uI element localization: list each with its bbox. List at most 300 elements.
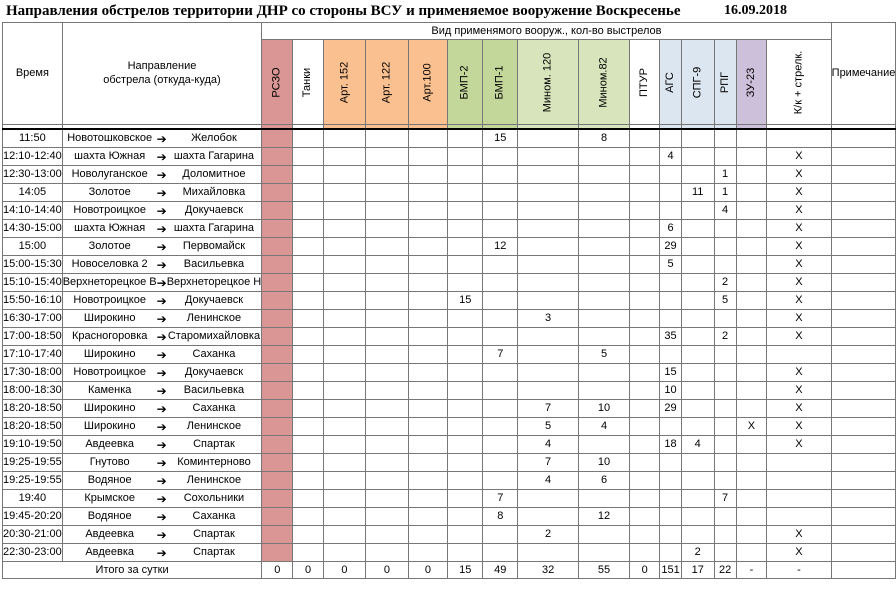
- value-cell: [262, 544, 293, 562]
- weapon-header-label: Арт. 152: [337, 61, 350, 103]
- value-cell: 7: [483, 346, 518, 364]
- value-cell: Х: [767, 364, 832, 382]
- arrow-icon: ➔: [156, 257, 167, 272]
- value-cell: [323, 418, 366, 436]
- value-cell: [323, 364, 366, 382]
- weapon-header: [293, 40, 323, 125]
- value-cell: 29: [660, 238, 682, 256]
- table-row: [3, 129, 896, 148]
- weapon-header-label: РПГ: [718, 71, 731, 93]
- table-row: [3, 310, 896, 328]
- value-cell: [660, 472, 682, 490]
- value-cell: [293, 436, 323, 454]
- value-cell: [323, 472, 366, 490]
- time-cell: 19:10-19:50: [3, 436, 63, 454]
- to-cell: Коминтерново: [167, 454, 262, 472]
- value-cell: [518, 346, 579, 364]
- time-cell: 19:40: [3, 490, 63, 508]
- value-cell: [408, 508, 447, 526]
- value-cell: [293, 129, 323, 148]
- value-cell: [681, 526, 714, 544]
- value-cell: [681, 202, 714, 220]
- value-cell: 15: [448, 292, 483, 310]
- weapon-header-label: БМП-1: [493, 64, 506, 100]
- to-cell: Первомайск: [167, 238, 262, 256]
- value-cell: [366, 292, 409, 310]
- value-cell: [483, 184, 518, 202]
- weapon-header: [630, 40, 660, 125]
- value-cell: [630, 544, 660, 562]
- note-cell: [831, 364, 896, 382]
- value-cell: [518, 129, 579, 148]
- value-cell: [630, 472, 660, 490]
- arrow-icon: ➔: [156, 509, 167, 524]
- value-cell: [293, 202, 323, 220]
- from-cell: Красногоровка: [62, 328, 156, 346]
- value-cell: [518, 238, 579, 256]
- value-cell: [408, 400, 447, 418]
- value-cell: [366, 166, 409, 184]
- value-cell: [483, 418, 518, 436]
- table-row: [3, 490, 896, 508]
- value-cell: [262, 400, 293, 418]
- arrow-icon: ➔: [156, 203, 167, 218]
- value-cell: [293, 310, 323, 328]
- from-cell: Новотроицкое: [62, 364, 156, 382]
- value-cell: [483, 256, 518, 274]
- value-cell: [408, 328, 447, 346]
- value-cell: [323, 166, 366, 184]
- from-cell: Новотроицкое: [62, 202, 156, 220]
- time-cell: 14:30-15:00: [3, 220, 63, 238]
- value-cell: [630, 364, 660, 382]
- value-cell: [293, 400, 323, 418]
- value-cell: [483, 202, 518, 220]
- value-cell: [366, 472, 409, 490]
- to-cell: Саханка: [167, 400, 262, 418]
- total-cell: 17: [681, 562, 714, 579]
- value-cell: [630, 220, 660, 238]
- title-bar: [0, 0, 800, 22]
- value-cell: [630, 274, 660, 292]
- value-cell: [293, 346, 323, 364]
- value-cell: [262, 436, 293, 454]
- value-cell: [448, 328, 483, 346]
- value-cell: 4: [578, 418, 629, 436]
- value-cell: [448, 382, 483, 400]
- value-cell: [736, 292, 766, 310]
- value-cell: [578, 310, 629, 328]
- note-cell: [831, 418, 896, 436]
- value-cell: [681, 364, 714, 382]
- value-cell: [323, 436, 366, 454]
- value-cell: [293, 220, 323, 238]
- value-cell: [262, 274, 293, 292]
- value-cell: [736, 382, 766, 400]
- value-cell: [578, 544, 629, 562]
- to-cell: Доломитное: [167, 166, 262, 184]
- value-cell: Х: [767, 544, 832, 562]
- weapon-header: [578, 40, 629, 125]
- table-row: [3, 292, 896, 310]
- value-cell: 5: [714, 292, 736, 310]
- value-cell: 10: [578, 400, 629, 418]
- value-cell: [681, 274, 714, 292]
- value-cell: [714, 382, 736, 400]
- weapon-header-label: ПТУР: [638, 67, 651, 97]
- value-cell: [323, 490, 366, 508]
- value-cell: Х: [767, 310, 832, 328]
- value-cell: [714, 508, 736, 526]
- value-cell: 6: [578, 472, 629, 490]
- value-cell: [408, 292, 447, 310]
- direction-header-line1: Направление: [127, 59, 197, 72]
- value-cell: [408, 274, 447, 292]
- arrow-icon: ➔: [156, 221, 167, 236]
- from-cell: Верхнеторецкое В: [62, 274, 156, 292]
- value-cell: [262, 256, 293, 274]
- value-cell: [736, 508, 766, 526]
- value-cell: [736, 454, 766, 472]
- weapon-header: [323, 40, 366, 125]
- note-cell: [831, 310, 896, 328]
- value-cell: [448, 346, 483, 364]
- value-cell: [448, 436, 483, 454]
- value-cell: [630, 310, 660, 328]
- value-cell: [483, 166, 518, 184]
- time-cell: 22:30-23:00: [3, 544, 63, 562]
- value-cell: [293, 544, 323, 562]
- value-cell: [660, 526, 682, 544]
- value-cell: Х: [736, 418, 766, 436]
- note-cell: [831, 166, 896, 184]
- value-cell: [630, 129, 660, 148]
- value-cell: [714, 364, 736, 382]
- to-cell: Михайловка: [167, 184, 262, 202]
- value-cell: 4: [518, 472, 579, 490]
- from-cell: Широкино: [62, 418, 156, 436]
- note-cell: [831, 129, 896, 148]
- total-cell: 0: [323, 562, 366, 579]
- total-cell: 0: [262, 562, 293, 579]
- value-cell: [518, 490, 579, 508]
- time-header: Время: [3, 23, 63, 125]
- value-cell: 5: [518, 418, 579, 436]
- value-cell: [578, 490, 629, 508]
- time-cell: 14:05: [3, 184, 63, 202]
- arrow-icon: ➔: [156, 419, 167, 434]
- value-cell: [681, 220, 714, 238]
- value-cell: [448, 256, 483, 274]
- value-cell: [681, 310, 714, 328]
- note-cell: [831, 292, 896, 310]
- value-cell: [578, 364, 629, 382]
- value-cell: [518, 274, 579, 292]
- value-cell: [736, 148, 766, 166]
- value-cell: Х: [767, 400, 832, 418]
- weapon-header-label: К/к + стрелк.: [792, 50, 805, 114]
- weapon-header: [518, 40, 579, 125]
- value-cell: [408, 436, 447, 454]
- value-cell: Х: [767, 526, 832, 544]
- value-cell: [323, 238, 366, 256]
- value-cell: [262, 472, 293, 490]
- value-cell: [660, 166, 682, 184]
- from-cell: Каменка: [62, 382, 156, 400]
- value-cell: [262, 238, 293, 256]
- value-cell: [714, 472, 736, 490]
- value-cell: [630, 400, 660, 418]
- time-cell: 18:00-18:30: [3, 382, 63, 400]
- note-cell: [831, 382, 896, 400]
- note-cell: [831, 238, 896, 256]
- value-cell: 29: [660, 400, 682, 418]
- table-row: [3, 436, 896, 454]
- note-header: Примечание: [831, 23, 896, 125]
- table-row: [3, 346, 896, 364]
- total-cell: 55: [578, 562, 629, 579]
- value-cell: [448, 184, 483, 202]
- value-cell: [714, 526, 736, 544]
- value-cell: [323, 346, 366, 364]
- time-cell: 15:00-15:30: [3, 256, 63, 274]
- value-cell: 4: [714, 202, 736, 220]
- total-cell: -: [736, 562, 766, 579]
- arrow-icon: ➔: [156, 167, 167, 182]
- note-cell: [831, 400, 896, 418]
- weapon-header: [736, 40, 766, 125]
- value-cell: [714, 148, 736, 166]
- value-cell: [681, 292, 714, 310]
- value-cell: [736, 544, 766, 562]
- time-cell: 15:00: [3, 238, 63, 256]
- value-cell: Х: [767, 292, 832, 310]
- value-cell: 1: [714, 166, 736, 184]
- to-cell: Докучаевск: [167, 364, 262, 382]
- value-cell: [681, 400, 714, 418]
- value-cell: [681, 508, 714, 526]
- value-cell: Х: [767, 436, 832, 454]
- value-cell: 35: [660, 328, 682, 346]
- value-cell: [448, 508, 483, 526]
- value-cell: [323, 544, 366, 562]
- value-cell: [681, 256, 714, 274]
- value-cell: 7: [518, 454, 579, 472]
- value-cell: 10: [660, 382, 682, 400]
- value-cell: 4: [518, 436, 579, 454]
- time-cell: 17:10-17:40: [3, 346, 63, 364]
- value-cell: 4: [681, 436, 714, 454]
- value-cell: [681, 454, 714, 472]
- value-cell: 8: [578, 129, 629, 148]
- value-cell: 2: [681, 544, 714, 562]
- value-cell: [293, 274, 323, 292]
- value-cell: [660, 274, 682, 292]
- time-cell: 18:20-18:50: [3, 400, 63, 418]
- value-cell: [262, 220, 293, 238]
- from-cell: Водяное: [62, 508, 156, 526]
- value-cell: [736, 256, 766, 274]
- time-cell: 11:50: [3, 129, 63, 148]
- value-cell: [714, 129, 736, 148]
- value-cell: [483, 526, 518, 544]
- value-cell: [736, 274, 766, 292]
- value-cell: [736, 202, 766, 220]
- to-cell: шахта Гагарина: [167, 220, 262, 238]
- to-cell: Спартак: [167, 544, 262, 562]
- value-cell: 2: [518, 526, 579, 544]
- value-cell: [408, 346, 447, 364]
- value-cell: [681, 129, 714, 148]
- from-cell: Авдеевка: [62, 526, 156, 544]
- to-cell: Желобок: [167, 129, 262, 148]
- value-cell: [323, 184, 366, 202]
- value-cell: [408, 129, 447, 148]
- value-cell: [408, 148, 447, 166]
- weapon-header-label: Танки: [301, 67, 314, 97]
- value-cell: [323, 454, 366, 472]
- value-cell: 12: [578, 508, 629, 526]
- value-cell: [366, 202, 409, 220]
- value-cell: Х: [767, 202, 832, 220]
- arrow-icon: ➔: [156, 149, 167, 164]
- value-cell: [660, 544, 682, 562]
- value-cell: 6: [660, 220, 682, 238]
- value-cell: [408, 382, 447, 400]
- arrow-icon: ➔: [156, 527, 167, 542]
- value-cell: [323, 202, 366, 220]
- value-cell: [714, 256, 736, 274]
- from-cell: Авдеевка: [62, 436, 156, 454]
- note-cell: [831, 202, 896, 220]
- value-cell: [323, 129, 366, 148]
- value-cell: [630, 454, 660, 472]
- arrow-icon: ➔: [156, 455, 167, 470]
- to-cell: Спартак: [167, 436, 262, 454]
- value-cell: [630, 418, 660, 436]
- value-cell: 5: [578, 346, 629, 364]
- arrow-icon: ➔: [156, 365, 167, 380]
- value-cell: [262, 148, 293, 166]
- value-cell: [408, 166, 447, 184]
- value-cell: [660, 508, 682, 526]
- total-cell: 22: [714, 562, 736, 579]
- value-cell: [578, 436, 629, 454]
- value-cell: [262, 454, 293, 472]
- value-cell: [366, 310, 409, 328]
- to-cell: шахта Гагарина: [167, 148, 262, 166]
- value-cell: [323, 382, 366, 400]
- value-cell: [630, 292, 660, 310]
- weapon-header: [714, 40, 736, 125]
- table-row: [3, 382, 896, 400]
- table-row: [3, 508, 896, 526]
- value-cell: [518, 328, 579, 346]
- value-cell: [578, 274, 629, 292]
- value-cell: 10: [578, 454, 629, 472]
- arrow-icon: ➔: [156, 437, 167, 452]
- value-cell: [736, 166, 766, 184]
- value-cell: [681, 346, 714, 364]
- totals-label: Итого за сутки: [3, 562, 262, 579]
- to-cell: Сохольники: [167, 490, 262, 508]
- value-cell: [767, 454, 832, 472]
- value-cell: [408, 544, 447, 562]
- header-row: [3, 23, 896, 40]
- table-row: [3, 364, 896, 382]
- value-cell: [518, 166, 579, 184]
- value-cell: [408, 472, 447, 490]
- value-cell: 3: [518, 310, 579, 328]
- value-cell: [366, 274, 409, 292]
- from-cell: Широкино: [62, 346, 156, 364]
- value-cell: [448, 310, 483, 328]
- note-cell: [831, 148, 896, 166]
- value-cell: [408, 256, 447, 274]
- value-cell: [366, 382, 409, 400]
- value-cell: [448, 166, 483, 184]
- time-cell: 17:30-18:00: [3, 364, 63, 382]
- table-row: [3, 472, 896, 490]
- value-cell: 2: [714, 274, 736, 292]
- table-row: [3, 148, 896, 166]
- value-cell: [323, 526, 366, 544]
- arrow-icon: ➔: [156, 329, 167, 344]
- weapon-header-label: Мином.82: [597, 56, 610, 108]
- from-cell: Гнутово: [62, 454, 156, 472]
- value-cell: [408, 526, 447, 544]
- value-cell: [448, 148, 483, 166]
- value-cell: [408, 202, 447, 220]
- value-cell: 4: [660, 148, 682, 166]
- value-cell: [262, 508, 293, 526]
- value-cell: [714, 238, 736, 256]
- value-cell: [736, 238, 766, 256]
- weapon-header: [262, 40, 293, 125]
- time-cell: 17:00-18:50: [3, 328, 63, 346]
- value-cell: 7: [518, 400, 579, 418]
- value-cell: [578, 166, 629, 184]
- value-cell: [408, 454, 447, 472]
- value-cell: [323, 310, 366, 328]
- value-cell: [448, 418, 483, 436]
- value-cell: [262, 129, 293, 148]
- weapon-header-label: Мином. 120: [541, 52, 554, 112]
- table-row: [3, 202, 896, 220]
- value-cell: [714, 310, 736, 328]
- from-cell: Водяное: [62, 472, 156, 490]
- value-cell: [366, 346, 409, 364]
- value-cell: [262, 310, 293, 328]
- value-cell: [293, 364, 323, 382]
- value-cell: [578, 184, 629, 202]
- value-cell: [408, 364, 447, 382]
- value-cell: [293, 454, 323, 472]
- value-cell: [630, 256, 660, 274]
- value-cell: 15: [483, 129, 518, 148]
- value-cell: [293, 184, 323, 202]
- value-cell: Х: [767, 166, 832, 184]
- value-cell: [660, 202, 682, 220]
- table-row: [3, 238, 896, 256]
- note-cell: [831, 526, 896, 544]
- value-cell: [323, 400, 366, 418]
- value-cell: [293, 238, 323, 256]
- value-cell: [323, 256, 366, 274]
- value-cell: [736, 220, 766, 238]
- value-cell: [660, 310, 682, 328]
- value-cell: Х: [767, 274, 832, 292]
